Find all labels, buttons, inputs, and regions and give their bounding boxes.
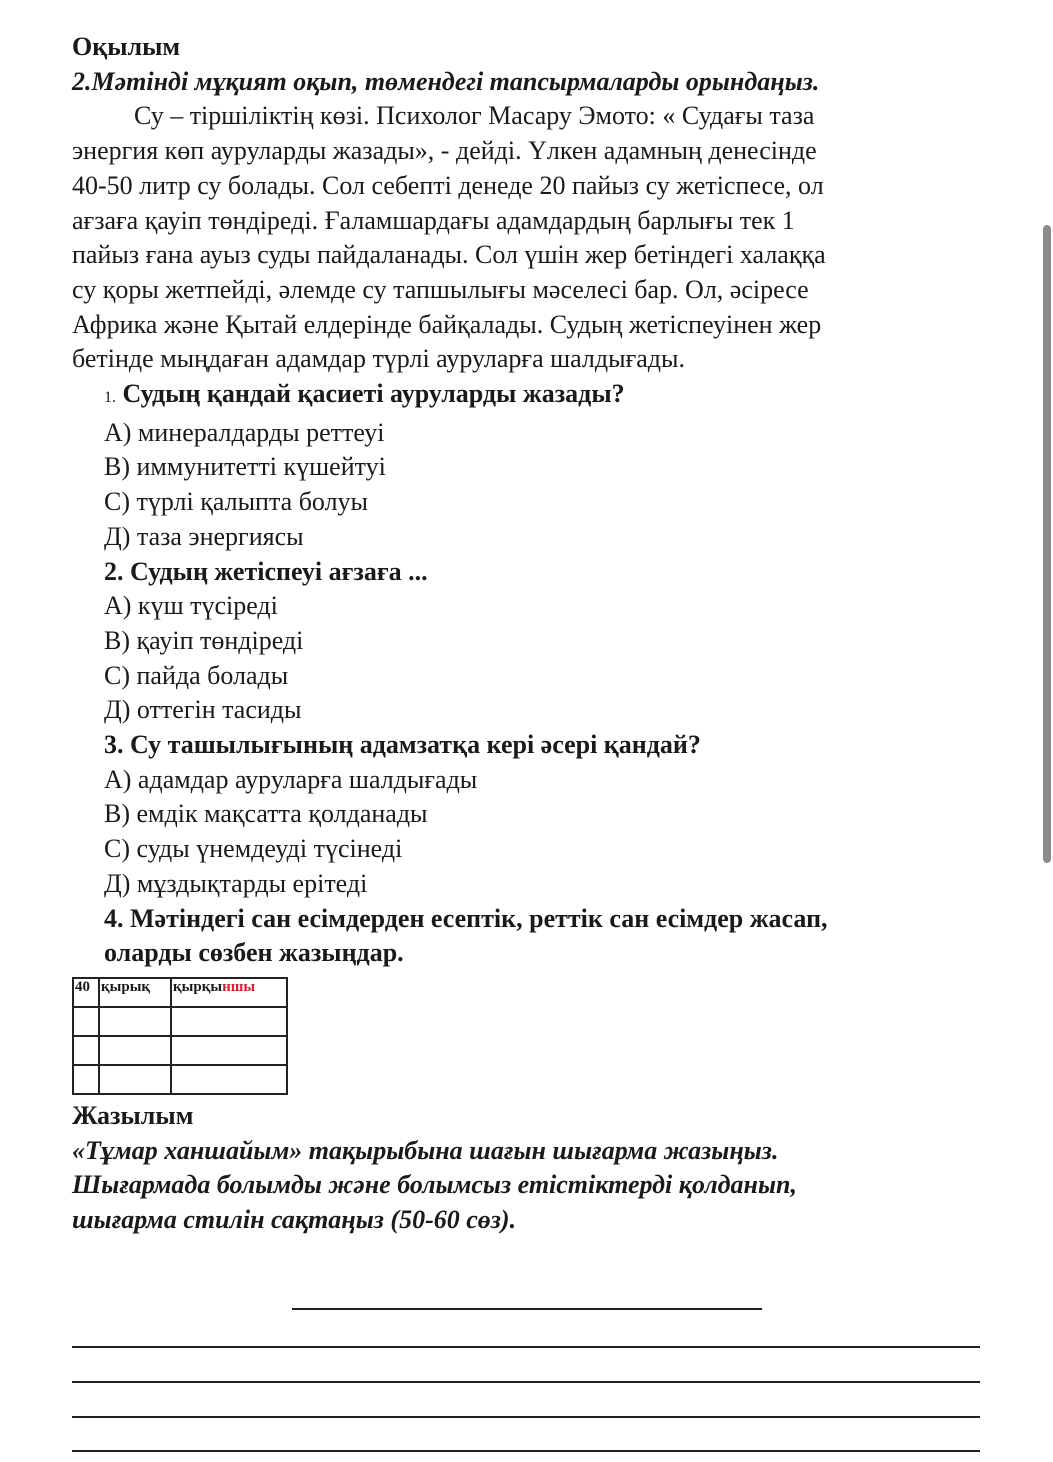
scrollbar[interactable] <box>1043 225 1051 863</box>
table-cell[interactable] <box>171 1065 287 1094</box>
table-cell[interactable] <box>73 1065 99 1094</box>
passage-line: пайыз ғана ауыз суды пайдаланады. Сол үшін жер бетіндегі халаққа <box>72 240 826 270</box>
table-cell: қырық <box>99 978 171 1007</box>
table-cell[interactable] <box>73 1007 99 1036</box>
task-4-line: оларды сөзбен жазыңдар. <box>104 938 404 968</box>
handwritten-suffix: ншы <box>222 978 256 995</box>
answer-option: А) күш түсіреді <box>104 591 278 621</box>
answer-line <box>72 1346 980 1348</box>
question-text: 3. Су ташылығының адамзатқа кері әсері қандай? <box>104 730 701 760</box>
passage-line: бетінде мыңдаған адамдар түрлі ауруларға шалдығады. <box>72 344 685 374</box>
answer-option: Д) мұздықтарды ерітеді <box>104 868 368 898</box>
answer-option: В) қауіп төндіреді <box>104 625 304 655</box>
answer-line <box>72 1381 980 1383</box>
table-cell[interactable] <box>99 1036 171 1065</box>
question-text: 2. Судың жетіспеуі ағзаға ... <box>104 556 428 586</box>
passage-line: 40-50 литр су болады. Сол себепті денеде 20 пайыз су жетіспесе, ол <box>72 170 824 200</box>
answer-option: А) минералдарды реттеуі <box>104 417 385 447</box>
question-text: 1. Судың қандай қасиеті ауруларды жазады? <box>104 379 625 409</box>
number-table <box>72 977 288 1095</box>
answer-option: В) иммунитетті күшейтуі <box>104 452 386 482</box>
answer-option: А) адамдар ауруларға шалдығады <box>104 764 478 794</box>
task-4 <box>72 902 992 971</box>
answer-line <box>72 1416 980 1418</box>
worksheet <box>72 30 992 1238</box>
question-number: 1. <box>104 389 116 407</box>
table-cell[interactable] <box>171 1036 287 1065</box>
answer-line <box>292 1308 762 1310</box>
answer-option: С) түрлі қалыпта болуы <box>104 487 369 517</box>
answer-option: Д) оттегін тасиды <box>104 695 302 725</box>
answer-option: В) емдік мақсатта қолданады <box>104 799 428 829</box>
passage <box>72 99 992 377</box>
passage-line: су қоры жетпейді, әлемде су тапшылығы мәселесі бар. Ол, әсіресе <box>72 274 809 304</box>
passage-line: Су – тіршіліктің көзі. Психолог Масару Эмото: « Судағы таза <box>134 101 815 131</box>
answer-option: Д) таза энергиясы <box>104 521 304 551</box>
passage-line: ағзаға қауіп төндіреді. Ғаламшардағы адамдардың барлығы тек 1 <box>72 205 795 235</box>
task-title: 2.Мәтінді мұқият оқып, төмендегі тапсырмаларды орындаңыз. <box>72 66 820 96</box>
table-cell: қырқыншы <box>171 978 287 1007</box>
table-cell[interactable] <box>99 1007 171 1036</box>
question-3 <box>72 728 992 902</box>
writing-task-line: «Тұмар ханшайым» тақырыбына шағын шығарма жазыңыз. <box>72 1135 779 1165</box>
question-2 <box>72 555 992 729</box>
answer-option: С) пайда болады <box>104 660 289 690</box>
answer-line <box>72 1450 980 1452</box>
writing-task-line: шығарма стилін сақтаңыз (50-60 сөз). <box>72 1205 517 1235</box>
task-4-line: 4. Мәтіндегі сан есімдерден есептік, реттік сан есімдер жасап, <box>104 903 828 933</box>
table-cell[interactable] <box>99 1065 171 1094</box>
answer-option: С) суды үнемдеуді түсінеді <box>104 834 403 864</box>
table-cell[interactable] <box>73 1036 99 1065</box>
passage-line: энергия көп ауруларды жазады», - дейді. Үлкен адамның денесінде <box>72 136 817 166</box>
writing-heading: Жазылым <box>72 1100 194 1130</box>
table-cell: 40 <box>73 978 99 1007</box>
passage-line: Африка және Қытай елдерінде байқалады. Судың жетіспеуінен жер <box>72 309 822 339</box>
writing-task-line: Шығармада болымды және болымсыз етістіктерді қолданып, <box>72 1170 797 1200</box>
question-1 <box>72 377 992 555</box>
table-cell[interactable] <box>171 1007 287 1036</box>
reading-heading: Оқылым <box>72 32 181 61</box>
